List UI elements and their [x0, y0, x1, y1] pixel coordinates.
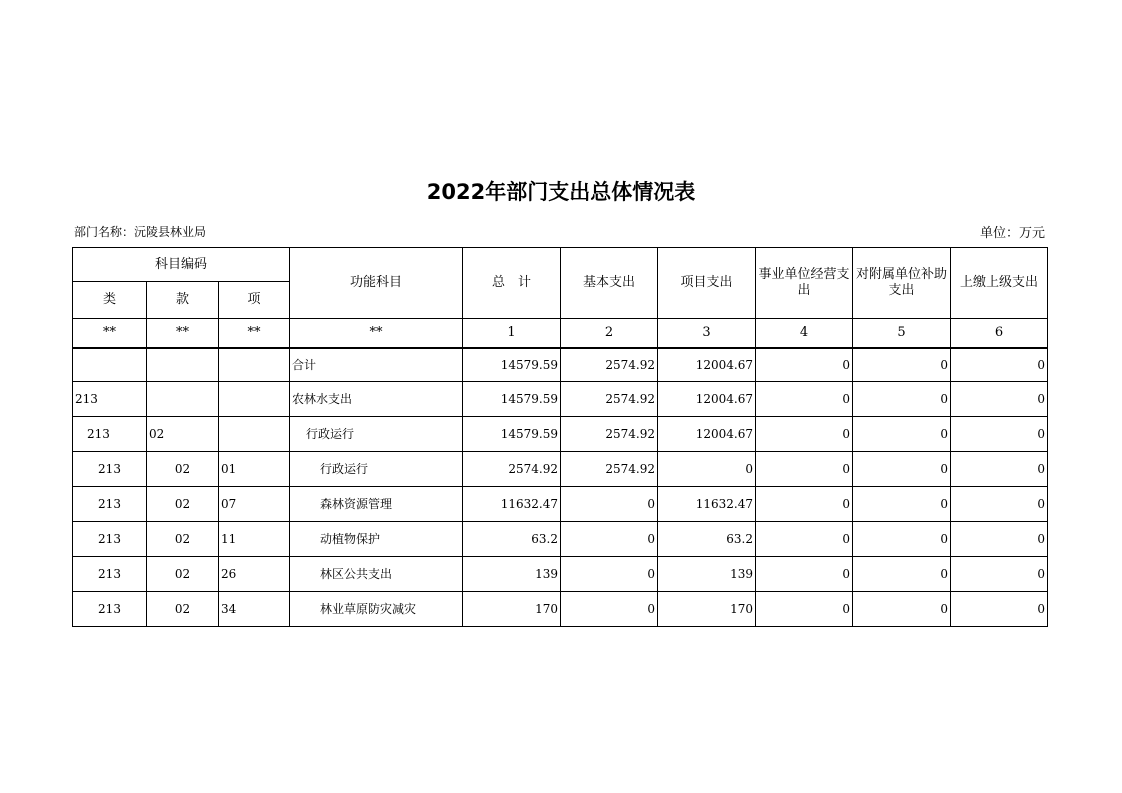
header-class: 类: [73, 282, 147, 319]
index-cell: 3: [658, 319, 756, 348]
header-function-subject: 功能科目: [290, 248, 463, 319]
header-upper: 上缴上级支出: [951, 248, 1048, 319]
cell-business: 0: [756, 522, 853, 557]
cell-project: 63.2: [658, 522, 756, 557]
cell-section: [147, 348, 219, 382]
cell-function-name: 行政运行: [290, 452, 463, 487]
cell-subsidy: 0: [853, 417, 951, 452]
cell-section: [147, 382, 219, 417]
cell-total: 139: [463, 557, 561, 592]
cell-project: 170: [658, 592, 756, 627]
header-total: 总 计: [463, 248, 561, 319]
cell-project: 12004.67: [658, 417, 756, 452]
index-cell: 6: [951, 319, 1048, 348]
cell-upper: 0: [951, 382, 1048, 417]
cell-item: 11: [219, 522, 290, 557]
table-row: [73, 557, 1048, 592]
cell-class: 213: [73, 417, 147, 452]
department-name: 部门名称：沅陵县林业局: [74, 225, 207, 239]
cell-business: 0: [756, 487, 853, 522]
cell-item: [219, 417, 290, 452]
cell-item: [219, 382, 290, 417]
header-project: 项目支出: [658, 248, 756, 319]
cell-section: 02: [147, 557, 219, 592]
table-row: [73, 487, 1048, 522]
cell-project: 0: [658, 452, 756, 487]
cell-subsidy: 0: [853, 348, 951, 382]
header-basic: 基本支出: [561, 248, 658, 319]
index-cell: 2: [561, 319, 658, 348]
cell-total: 170: [463, 592, 561, 627]
cell-upper: 0: [951, 522, 1048, 557]
cell-basic: 0: [561, 522, 658, 557]
table-row: [73, 522, 1048, 557]
cell-section: 02: [147, 522, 219, 557]
cell-upper: 0: [951, 417, 1048, 452]
cell-item: 26: [219, 557, 290, 592]
cell-total: 14579.59: [463, 382, 561, 417]
cell-business: 0: [756, 382, 853, 417]
cell-class: 213: [73, 382, 147, 417]
header-item: 项: [219, 282, 290, 319]
cell-basic: 2574.92: [561, 452, 658, 487]
cell-class: 213: [73, 452, 147, 487]
cell-item: 01: [219, 452, 290, 487]
cell-subsidy: 0: [853, 557, 951, 592]
cell-upper: 0: [951, 592, 1048, 627]
cell-business: 0: [756, 452, 853, 487]
cell-upper: 0: [951, 452, 1048, 487]
cell-item: 07: [219, 487, 290, 522]
cell-subsidy: 0: [853, 382, 951, 417]
cell-basic: 0: [561, 557, 658, 592]
cell-item: 34: [219, 592, 290, 627]
cell-project: 12004.67: [658, 382, 756, 417]
cell-subsidy: 0: [853, 592, 951, 627]
cell-section: 02: [147, 487, 219, 522]
cell-class: [73, 348, 147, 382]
cell-function-name: 农林水支出: [290, 382, 463, 417]
index-cell: 4: [756, 319, 853, 348]
cell-class: 213: [73, 522, 147, 557]
cell-total: 14579.59: [463, 348, 561, 382]
index-cell: 5: [853, 319, 951, 348]
table-row: [73, 417, 1048, 452]
cell-upper: 0: [951, 557, 1048, 592]
cell-upper: 0: [951, 348, 1048, 382]
cell-project: 12004.67: [658, 348, 756, 382]
header-subject-code: 科目编码: [73, 248, 290, 282]
cell-total: 14579.59: [463, 417, 561, 452]
cell-class: 213: [73, 557, 147, 592]
header-row-1: [73, 248, 1048, 282]
cell-business: 0: [756, 417, 853, 452]
cell-basic: 0: [561, 487, 658, 522]
cell-function-name: 林业草原防灾减灾: [290, 592, 463, 627]
cell-class: 213: [73, 487, 147, 522]
cell-basic: 2574.92: [561, 382, 658, 417]
cell-total: 2574.92: [463, 452, 561, 487]
cell-subsidy: 0: [853, 522, 951, 557]
cell-total: 11632.47: [463, 487, 561, 522]
unit-label: 单位：万元: [979, 226, 1045, 241]
index-cell: **: [147, 319, 219, 348]
cell-project: 139: [658, 557, 756, 592]
table-row: [73, 382, 1048, 417]
cell-total: 63.2: [463, 522, 561, 557]
table-row: [73, 452, 1048, 487]
cell-class: 213: [73, 592, 147, 627]
cell-business: 0: [756, 557, 853, 592]
table-row: [73, 592, 1048, 627]
cell-business: 0: [756, 592, 853, 627]
cell-function-name: 合计: [290, 348, 463, 382]
index-cell: **: [219, 319, 290, 348]
index-cell: **: [290, 319, 463, 348]
cell-function-name: 行政运行: [290, 417, 463, 452]
cell-function-name: 动植物保护: [290, 522, 463, 557]
cell-subsidy: 0: [853, 487, 951, 522]
cell-function-name: 林区公共支出: [290, 557, 463, 592]
cell-basic: 2574.92: [561, 348, 658, 382]
cell-basic: 2574.92: [561, 417, 658, 452]
index-cell: 1: [463, 319, 561, 348]
header-subsidy: 对附属单位补助支出: [853, 248, 951, 319]
expenditure-table: [72, 247, 1048, 627]
cell-function-name: 森林资源管理: [290, 487, 463, 522]
cell-subsidy: 0: [853, 452, 951, 487]
cell-section: 02: [147, 417, 219, 452]
cell-section: 02: [147, 592, 219, 627]
header-business: 事业单位经营支出: [756, 248, 853, 319]
cell-upper: 0: [951, 487, 1048, 522]
page-title: 2022年部门支出总体情况表: [426, 180, 696, 204]
cell-item: [219, 348, 290, 382]
cell-project: 11632.47: [658, 487, 756, 522]
index-cell: **: [73, 319, 147, 348]
cell-business: 0: [756, 348, 853, 382]
cell-section: 02: [147, 452, 219, 487]
index-row: [73, 319, 1048, 348]
cell-basic: 0: [561, 592, 658, 627]
table-row: [73, 348, 1048, 382]
header-section: 款: [147, 282, 219, 319]
